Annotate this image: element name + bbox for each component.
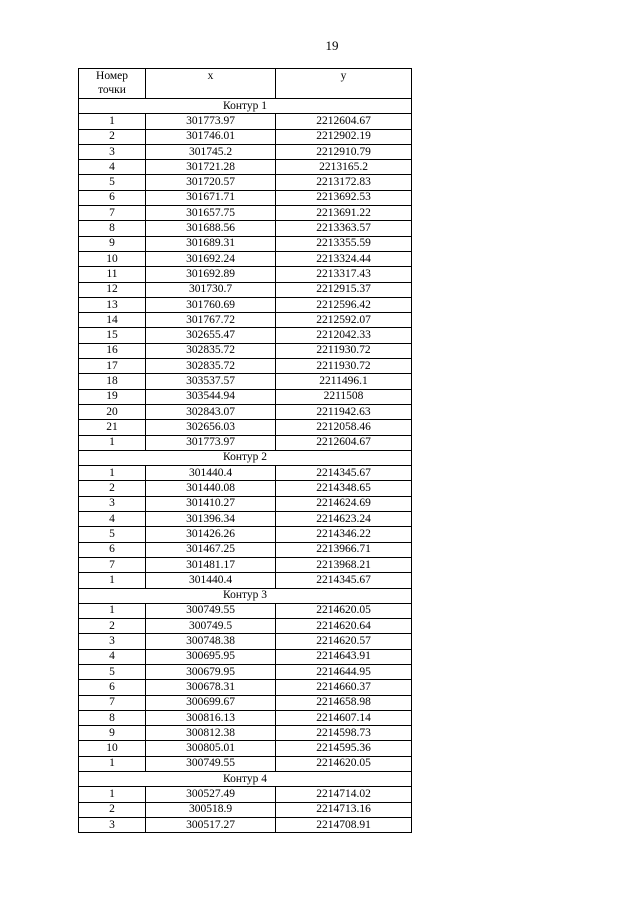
table-row bbox=[79, 374, 412, 389]
x-cell: 301467.25 bbox=[146, 542, 276, 557]
table-row bbox=[79, 695, 412, 710]
x-cell: 303537.57 bbox=[146, 374, 276, 389]
x-cell: 301657.75 bbox=[146, 206, 276, 221]
x-cell: 301767.72 bbox=[146, 313, 276, 328]
table-row bbox=[79, 512, 412, 527]
y-cell: 2214348.65 bbox=[276, 481, 412, 496]
contour-title-row bbox=[79, 588, 412, 603]
table-row bbox=[79, 619, 412, 634]
point-number-cell: 8 bbox=[79, 710, 146, 725]
x-cell: 300699.67 bbox=[146, 695, 276, 710]
y-cell: 2213968.21 bbox=[276, 557, 412, 572]
x-cell: 301689.31 bbox=[146, 236, 276, 251]
table-row bbox=[79, 817, 412, 832]
x-cell: 301426.26 bbox=[146, 527, 276, 542]
table-row bbox=[79, 313, 412, 328]
point-number-cell: 10 bbox=[79, 741, 146, 756]
x-cell: 301671.71 bbox=[146, 190, 276, 205]
table-row bbox=[79, 129, 412, 144]
point-number-cell: 3 bbox=[79, 817, 146, 832]
table-row bbox=[79, 343, 412, 358]
table-row bbox=[79, 573, 412, 588]
x-cell: 301730.7 bbox=[146, 282, 276, 297]
x-cell: 300748.38 bbox=[146, 634, 276, 649]
x-cell: 301396.34 bbox=[146, 512, 276, 527]
point-number-cell: 5 bbox=[79, 664, 146, 679]
table-row bbox=[79, 466, 412, 481]
table-row bbox=[79, 420, 412, 435]
point-number-cell: 18 bbox=[79, 374, 146, 389]
y-cell: 2214658.98 bbox=[276, 695, 412, 710]
x-cell: 300695.95 bbox=[146, 649, 276, 664]
point-number-cell: 1 bbox=[79, 435, 146, 450]
y-cell: 2214708.91 bbox=[276, 817, 412, 832]
x-cell: 301721.28 bbox=[146, 160, 276, 175]
point-number-cell: 10 bbox=[79, 251, 146, 266]
table-row bbox=[79, 557, 412, 572]
table-row bbox=[79, 221, 412, 236]
point-number-cell: 3 bbox=[79, 144, 146, 159]
point-number-cell: 17 bbox=[79, 359, 146, 374]
table-row bbox=[79, 481, 412, 496]
table-row bbox=[79, 190, 412, 205]
x-cell: 301746.01 bbox=[146, 129, 276, 144]
y-cell: 2212042.33 bbox=[276, 328, 412, 343]
x-cell: 300812.38 bbox=[146, 726, 276, 741]
y-cell: 2214623.24 bbox=[276, 512, 412, 527]
point-number-cell: 7 bbox=[79, 557, 146, 572]
point-number-cell: 1 bbox=[79, 603, 146, 618]
y-cell: 2213317.43 bbox=[276, 267, 412, 282]
point-number-cell: 12 bbox=[79, 282, 146, 297]
y-cell: 2212604.67 bbox=[276, 114, 412, 129]
x-cell: 300749.55 bbox=[146, 756, 276, 771]
x-cell: 301745.2 bbox=[146, 144, 276, 159]
x-cell: 302843.07 bbox=[146, 404, 276, 419]
table-row bbox=[79, 680, 412, 695]
table-row bbox=[79, 297, 412, 312]
point-number-header-line2: точки bbox=[98, 84, 126, 96]
x-cell: 301440.4 bbox=[146, 466, 276, 481]
point-number-cell: 1 bbox=[79, 573, 146, 588]
y-cell: 2212902.19 bbox=[276, 129, 412, 144]
contour-title: Контур 3 bbox=[79, 588, 412, 603]
table-row bbox=[79, 435, 412, 450]
point-number-cell: 14 bbox=[79, 313, 146, 328]
y-cell: 2212915.37 bbox=[276, 282, 412, 297]
y-cell: 2211942.63 bbox=[276, 404, 412, 419]
x-cell: 301720.57 bbox=[146, 175, 276, 190]
table-row bbox=[79, 175, 412, 190]
x-cell: 300816.13 bbox=[146, 710, 276, 725]
x-cell: 302835.72 bbox=[146, 343, 276, 358]
y-cell: 2214607.14 bbox=[276, 710, 412, 725]
y-cell: 2214595.36 bbox=[276, 741, 412, 756]
point-number-cell: 9 bbox=[79, 236, 146, 251]
point-number-header-line1: Номер bbox=[96, 70, 128, 82]
table-row bbox=[79, 251, 412, 266]
point-number-cell: 4 bbox=[79, 512, 146, 527]
point-number-cell: 3 bbox=[79, 496, 146, 511]
y-header: y bbox=[276, 69, 412, 99]
y-cell: 2214620.64 bbox=[276, 619, 412, 634]
x-cell: 301440.08 bbox=[146, 481, 276, 496]
table-row bbox=[79, 787, 412, 802]
table-header-row bbox=[79, 69, 412, 99]
point-number-cell: 7 bbox=[79, 206, 146, 221]
x-cell: 302656.03 bbox=[146, 420, 276, 435]
y-cell: 2213165.2 bbox=[276, 160, 412, 175]
y-cell: 2214644.95 bbox=[276, 664, 412, 679]
table-row bbox=[79, 527, 412, 542]
table-body bbox=[79, 99, 412, 833]
table-row bbox=[79, 267, 412, 282]
contour-title-row bbox=[79, 450, 412, 465]
y-cell: 2211930.72 bbox=[276, 359, 412, 374]
y-cell: 2213966.71 bbox=[276, 542, 412, 557]
x-cell: 301410.27 bbox=[146, 496, 276, 511]
y-cell: 2214660.37 bbox=[276, 680, 412, 695]
point-number-cell: 15 bbox=[79, 328, 146, 343]
y-cell: 2213692.53 bbox=[276, 190, 412, 205]
y-cell: 2212596.42 bbox=[276, 297, 412, 312]
table-row bbox=[79, 206, 412, 221]
x-cell: 301481.17 bbox=[146, 557, 276, 572]
y-cell: 2213363.57 bbox=[276, 221, 412, 236]
table-row bbox=[79, 236, 412, 251]
point-number-cell: 4 bbox=[79, 649, 146, 664]
x-cell: 300749.55 bbox=[146, 603, 276, 618]
x-cell: 303544.94 bbox=[146, 389, 276, 404]
point-number-cell: 19 bbox=[79, 389, 146, 404]
table-row bbox=[79, 496, 412, 511]
y-cell: 2213172.83 bbox=[276, 175, 412, 190]
table-row bbox=[79, 404, 412, 419]
y-cell: 2212604.67 bbox=[276, 435, 412, 450]
table-row bbox=[79, 634, 412, 649]
point-number-cell: 3 bbox=[79, 634, 146, 649]
page-number: 19 bbox=[325, 38, 339, 53]
x-cell: 301692.89 bbox=[146, 267, 276, 282]
x-cell: 301760.69 bbox=[146, 297, 276, 312]
point-number-cell: 8 bbox=[79, 221, 146, 236]
x-cell: 301688.56 bbox=[146, 221, 276, 236]
x-cell: 302835.72 bbox=[146, 359, 276, 374]
point-number-cell: 6 bbox=[79, 680, 146, 695]
point-number-cell: 2 bbox=[79, 129, 146, 144]
y-cell: 2213355.59 bbox=[276, 236, 412, 251]
point-number-cell: 7 bbox=[79, 695, 146, 710]
contour-title-row bbox=[79, 99, 412, 114]
x-cell: 300805.01 bbox=[146, 741, 276, 756]
table-row bbox=[79, 542, 412, 557]
y-cell: 2214345.67 bbox=[276, 573, 412, 588]
point-number-cell: 1 bbox=[79, 756, 146, 771]
point-number-cell: 2 bbox=[79, 802, 146, 817]
point-number-cell: 1 bbox=[79, 466, 146, 481]
y-cell: 2214620.05 bbox=[276, 603, 412, 618]
x-cell: 301440.4 bbox=[146, 573, 276, 588]
x-cell: 302655.47 bbox=[146, 328, 276, 343]
y-cell: 2214643.91 bbox=[276, 649, 412, 664]
x-cell: 300517.27 bbox=[146, 817, 276, 832]
table-row bbox=[79, 389, 412, 404]
point-number-cell: 1 bbox=[79, 114, 146, 129]
y-cell: 2212058.46 bbox=[276, 420, 412, 435]
y-cell: 2213691.22 bbox=[276, 206, 412, 221]
x-header: x bbox=[146, 69, 276, 99]
x-cell: 300518.9 bbox=[146, 802, 276, 817]
y-cell: 2214345.67 bbox=[276, 466, 412, 481]
table-row bbox=[79, 359, 412, 374]
table-row bbox=[79, 160, 412, 175]
point-number-cell: 6 bbox=[79, 190, 146, 205]
contour-title-row bbox=[79, 772, 412, 787]
table-row bbox=[79, 726, 412, 741]
table-row bbox=[79, 664, 412, 679]
x-cell: 300678.31 bbox=[146, 680, 276, 695]
y-cell: 2214713.16 bbox=[276, 802, 412, 817]
point-number-cell: 9 bbox=[79, 726, 146, 741]
point-number-cell: 5 bbox=[79, 175, 146, 190]
table-row bbox=[79, 603, 412, 618]
point-number-cell: 5 bbox=[79, 527, 146, 542]
point-number-cell: 1 bbox=[79, 787, 146, 802]
table-row bbox=[79, 282, 412, 297]
coordinates-table bbox=[78, 68, 412, 833]
x-cell: 300527.49 bbox=[146, 787, 276, 802]
y-cell: 2214598.73 bbox=[276, 726, 412, 741]
y-cell: 2214620.57 bbox=[276, 634, 412, 649]
y-cell: 2214714.02 bbox=[276, 787, 412, 802]
point-number-cell: 6 bbox=[79, 542, 146, 557]
table-row bbox=[79, 756, 412, 771]
point-number-header bbox=[79, 69, 146, 99]
y-cell: 2212592.07 bbox=[276, 313, 412, 328]
table-row bbox=[79, 144, 412, 159]
table-row bbox=[79, 710, 412, 725]
y-cell: 2214620.05 bbox=[276, 756, 412, 771]
x-cell: 301692.24 bbox=[146, 251, 276, 266]
point-number-cell: 2 bbox=[79, 619, 146, 634]
y-cell: 2213324.44 bbox=[276, 251, 412, 266]
y-cell: 2211496.1 bbox=[276, 374, 412, 389]
point-number-cell: 21 bbox=[79, 420, 146, 435]
table-row bbox=[79, 802, 412, 817]
x-cell: 300749.5 bbox=[146, 619, 276, 634]
point-number-cell: 11 bbox=[79, 267, 146, 282]
x-cell: 301773.97 bbox=[146, 114, 276, 129]
x-cell: 300679.95 bbox=[146, 664, 276, 679]
y-cell: 2211930.72 bbox=[276, 343, 412, 358]
table-row bbox=[79, 649, 412, 664]
table-row bbox=[79, 741, 412, 756]
point-number-cell: 20 bbox=[79, 404, 146, 419]
y-cell: 2212910.79 bbox=[276, 144, 412, 159]
y-cell: 2214624.69 bbox=[276, 496, 412, 511]
contour-title: Контур 4 bbox=[79, 772, 412, 787]
point-number-cell: 4 bbox=[79, 160, 146, 175]
y-cell: 2214346.22 bbox=[276, 527, 412, 542]
point-number-cell: 13 bbox=[79, 297, 146, 312]
point-number-cell: 16 bbox=[79, 343, 146, 358]
table-row bbox=[79, 114, 412, 129]
point-number-cell: 2 bbox=[79, 481, 146, 496]
y-cell: 2211508 bbox=[276, 389, 412, 404]
contour-title: Контур 2 bbox=[79, 450, 412, 465]
table-row bbox=[79, 328, 412, 343]
contour-title: Контур 1 bbox=[79, 99, 412, 114]
x-cell: 301773.97 bbox=[146, 435, 276, 450]
